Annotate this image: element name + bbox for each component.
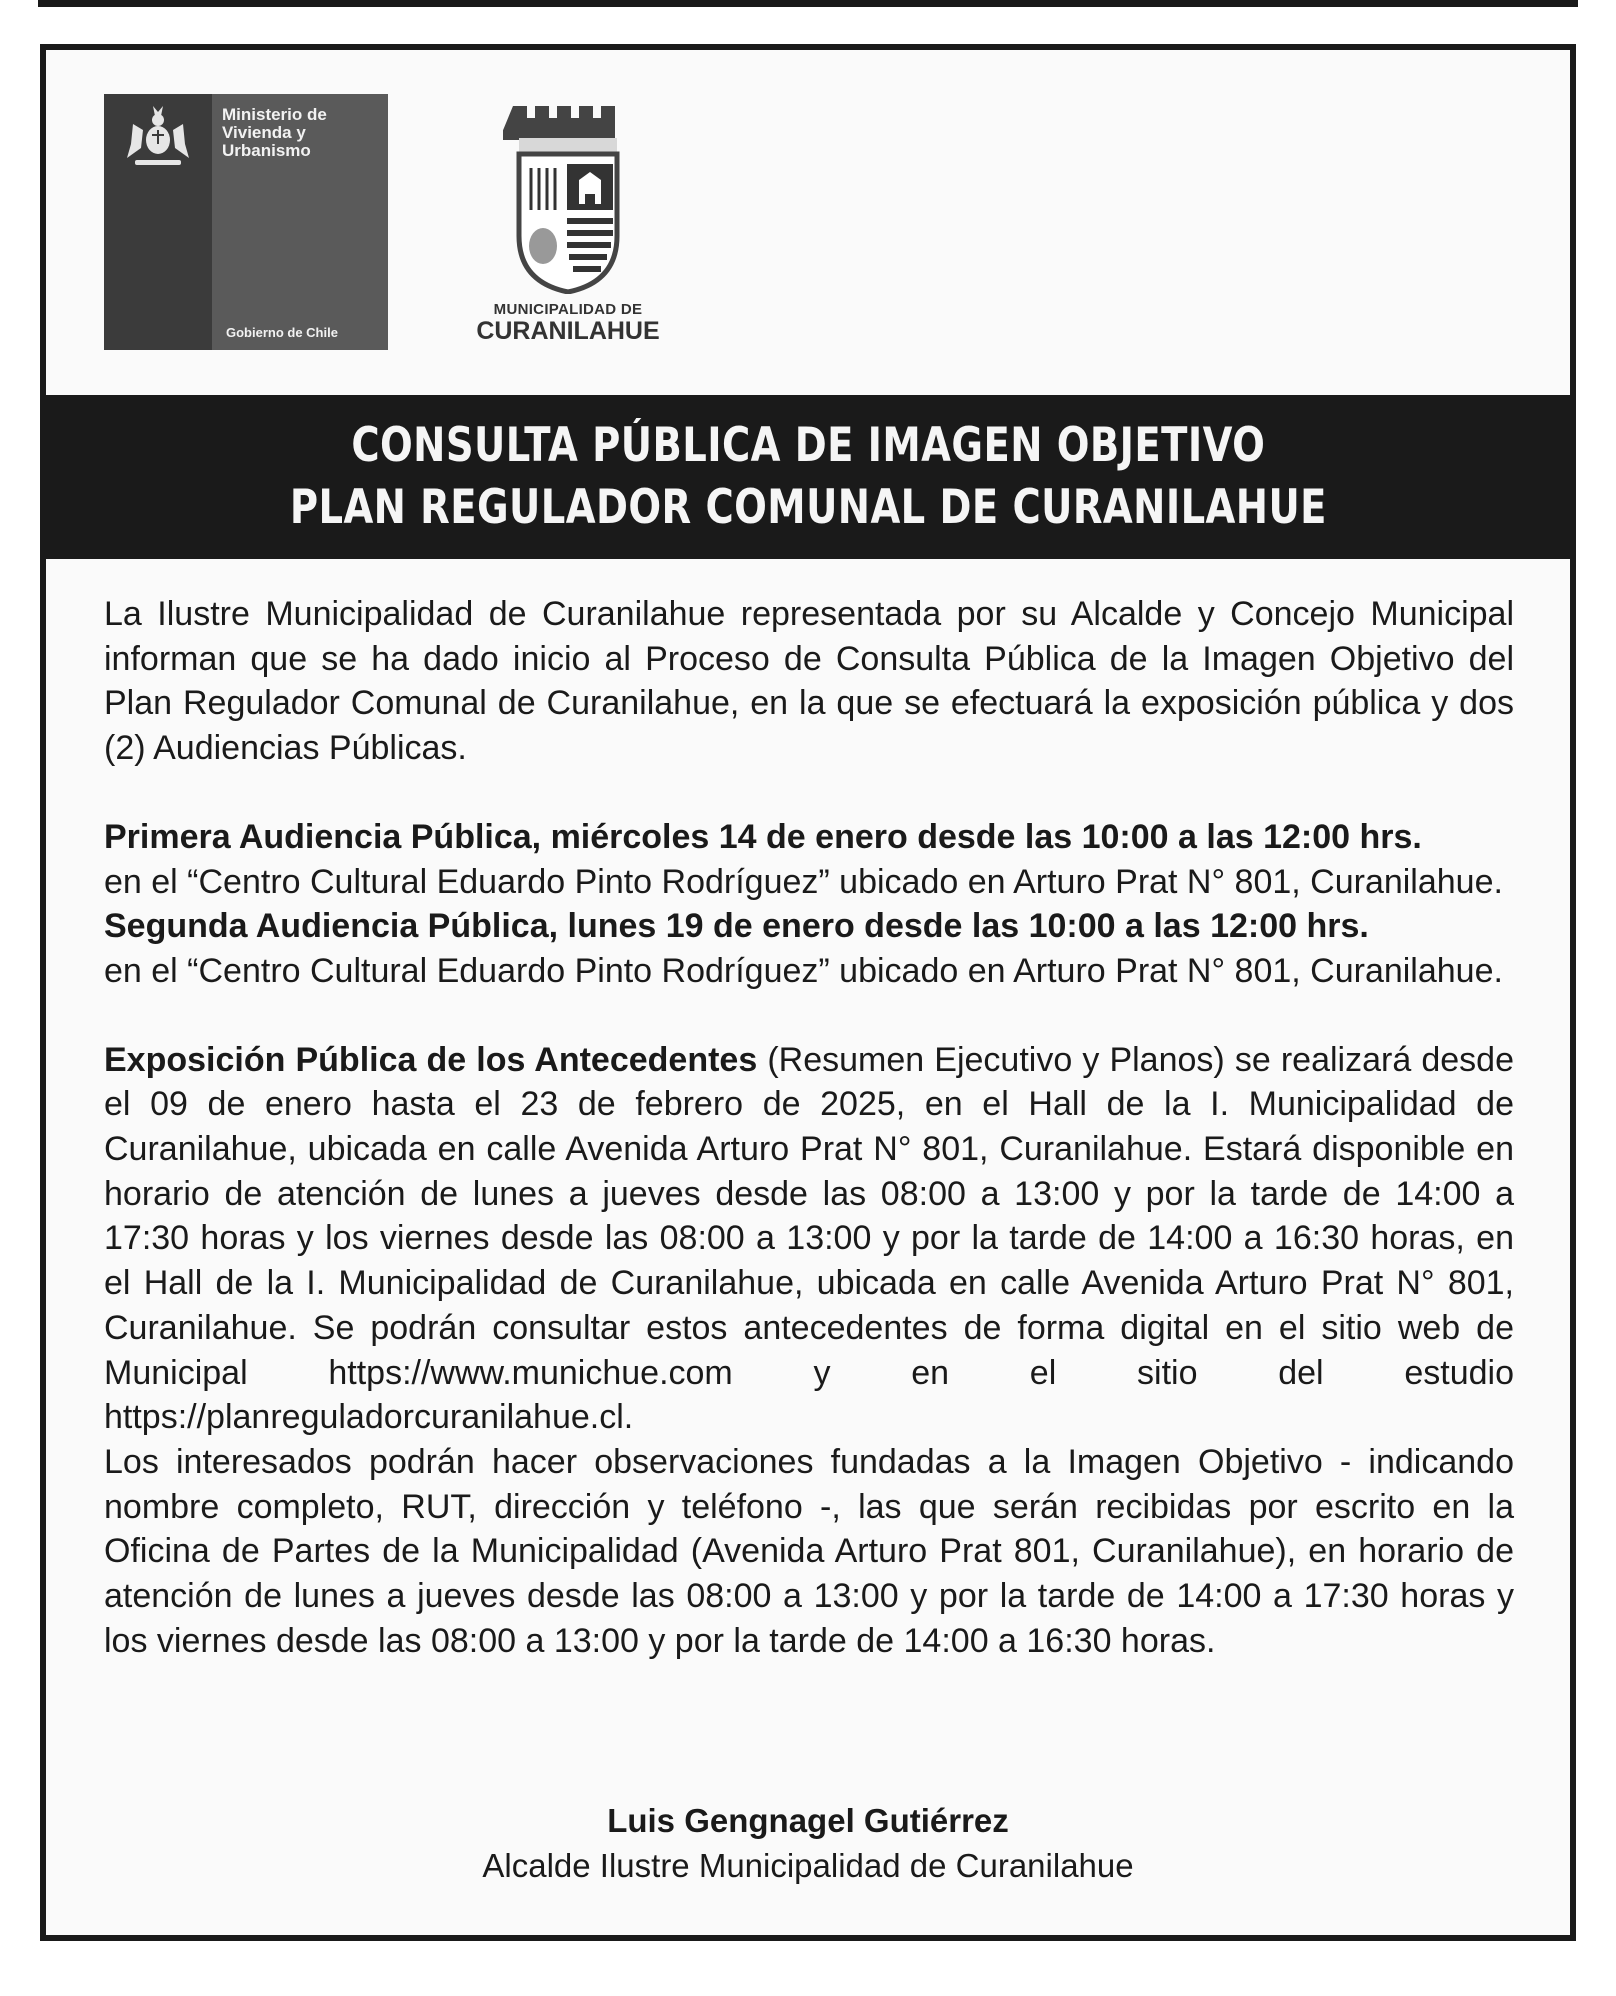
municipality-label-line1: MUNICIPALIDAD DE — [493, 301, 643, 318]
hearing-1-title: Primera Audiencia Pública, miércoles 14 de enero desde las 10:00 a las 12:00 hrs. — [104, 817, 1422, 856]
minvu-logo — [104, 94, 388, 350]
hearing-1-place: en el “Centro Cultural Eduardo Pinto Rodríguez” ubicado en Arturo Prat N° 801, Curanilahue. — [104, 862, 1503, 901]
exposition-text: (Resumen Ejecutivo y Planos) se realizará desde el 09 de enero hasta el 23 de febrero de 2025, en el Hall de la I. Municipalidad de Curanilahue, ubicada en calle Avenida Arturo Prat N° 801, Curanilahue. Estará disponible en horario de atención de lunes a jueves desde las 08:00 a 13:00 y por la tarde de 14:00 a 17:30 horas y los viernes desde las 08:00 a 13:00 y por la tarde de 14:00 a 16:30 horas, en el Hall de la I. Municipalidad de Curanilahue, ubicada en calle Avenida Arturo Prat N° 801, Curanilahue. Se podrán consultar estos antecedentes de forma digital en el sitio web de Municipal https://www.munichue.com y en el sitio del estudio https://planreguladorcuranilahue.cl. — [104, 1040, 1514, 1437]
curanilahue-coat-of-arms-icon — [503, 98, 633, 294]
title-line-1: CONSULTA PÚBLICA DE IMAGEN OBJETIVO — [350, 418, 1265, 473]
title-line-2: PLAN REGULADOR COMUNAL DE CURANILAHUE — [289, 480, 1327, 535]
paragraph-gap — [104, 994, 1514, 1038]
signature-name: Luis Gengnagel Gutiérrez — [607, 1802, 1009, 1839]
observations-paragraph: Los interesados podrán hacer observaciones fundadas a la Imagen Objetivo - indicando nombre completo, RUT, dirección y teléfono -, las que serán recibidas por escrito en la Oficina de Partes de la Municipalidad (Avenida Arturo Prat 801, Curanilahue), en horario de atención de lunes a jueves desde las 08:00 a 13:00 y por la tarde de 14:00 a 17:30 horas y los viernes desde las 08:00 a 13:00 y por la tarde de 14:00 a 16:30 horas. — [104, 1442, 1514, 1660]
paragraph-gap — [104, 771, 1514, 815]
hearing-2-place: en el “Centro Cultural Eduardo Pinto Rodríguez” ubicado en Arturo Prat N° 801, Curanilahue. — [104, 951, 1503, 990]
signature-role: Alcalde Ilustre Municipalidad de Curanilahue — [482, 1847, 1134, 1884]
municipality-label-line2: CURANILAHUE — [476, 317, 660, 345]
top-rule — [38, 0, 1578, 7]
gobierno-de-chile-label: Gobierno de Chile — [226, 325, 338, 340]
hearing-2-title: Segunda Audiencia Pública, lunes 19 de enero desde las 10:00 a las 12:00 hrs. — [104, 907, 1369, 946]
intro-paragraph: La Ilustre Municipalidad de Curanilahue representada por su Alcalde y Concejo Municipal informan que se ha dado inicio al Proceso de Consulta Pública de la Imagen Objetivo del Plan Regulador Comunal de Curanilahue, en la que se efectuará la exposición pública y dos (2) Audiencias Públicas. — [104, 595, 1514, 768]
signature-block — [46, 1798, 1570, 1888]
notice-body — [104, 592, 1514, 1663]
notice-frame — [40, 44, 1576, 1941]
minvu-logo-left-panel — [104, 94, 212, 350]
chile-coat-of-arms-icon — [113, 104, 203, 174]
municipality-logo — [448, 98, 688, 354]
exposition-title: Exposición Pública de los Antecedentes — [104, 1040, 758, 1079]
minvu-name: Ministerio de Vivienda y Urbanismo — [222, 105, 327, 160]
exposition-paragraph — [104, 1038, 1514, 1440]
title-banner — [46, 395, 1570, 559]
minvu-logo-right-panel — [212, 94, 388, 350]
